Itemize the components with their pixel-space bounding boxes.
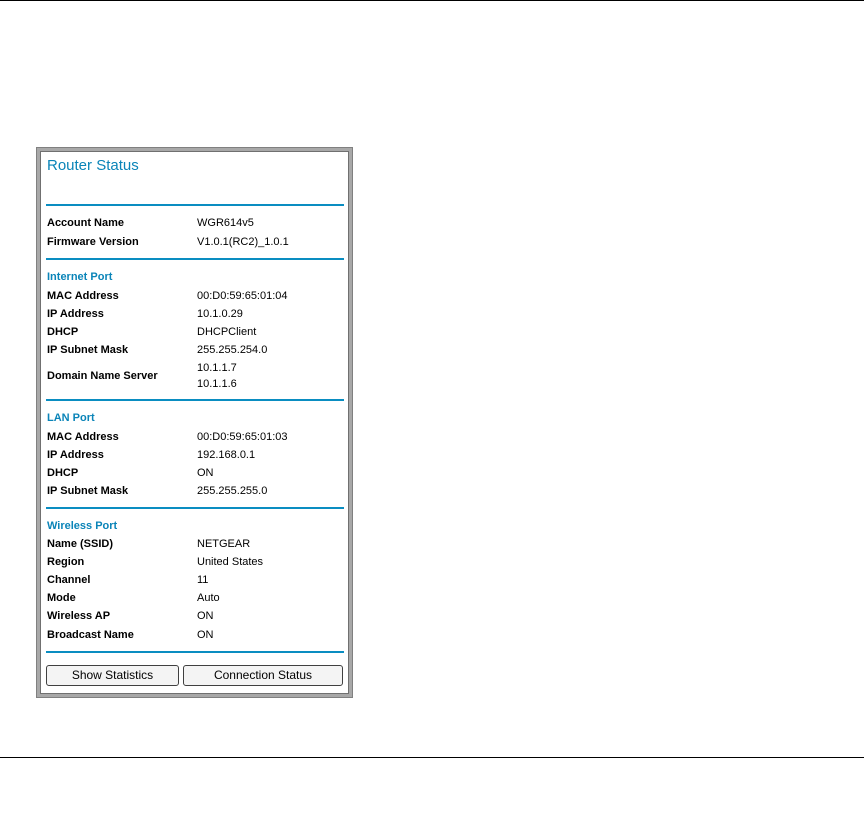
lan-port-heading: LAN Port	[47, 412, 95, 424]
internet-dhcp-value: DHCPClient	[197, 326, 257, 338]
page-title: Router Status	[47, 157, 139, 174]
internet-port-heading: Internet Port	[47, 271, 113, 283]
mode-value: Auto	[197, 592, 220, 604]
divider	[46, 651, 344, 653]
internet-dhcp-label: DHCP	[47, 326, 79, 338]
top-rule	[0, 0, 864, 1]
divider	[46, 507, 344, 509]
dns-label: Domain Name Server	[47, 370, 158, 382]
internet-ip-value: 10.1.0.29	[197, 308, 243, 320]
wireless-port-heading: Wireless Port	[47, 520, 118, 532]
lan-dhcp-label: DHCP	[47, 467, 79, 479]
show-statistics-button[interactable]: Show Statistics	[46, 665, 179, 686]
internet-mac-label: MAC Address	[47, 290, 119, 302]
broadcast-name-value: ON	[197, 629, 214, 641]
lan-ip-label: IP Address	[47, 449, 104, 461]
divider	[46, 258, 344, 260]
lan-subnet-value: 255.255.255.0	[197, 485, 268, 497]
ssid-label: Name (SSID)	[47, 538, 114, 550]
router-status-panel	[40, 151, 349, 694]
dns-value-secondary: 10.1.1.6	[197, 378, 237, 390]
ssid-value: NETGEAR	[197, 538, 251, 550]
internet-subnet-value: 255.255.254.0	[197, 344, 268, 356]
internet-mac-value: 00:D0:59:65:01:04	[197, 290, 288, 302]
lan-ip-value: 192.168.0.1	[197, 449, 256, 461]
broadcast-name-label: Broadcast Name	[47, 629, 134, 641]
region-label: Region	[47, 556, 85, 568]
divider	[46, 399, 344, 401]
lan-mac-label: MAC Address	[47, 431, 119, 443]
bottom-rule	[0, 757, 864, 758]
divider	[46, 204, 344, 206]
channel-label: Channel	[47, 574, 91, 586]
region-value: United States	[197, 556, 264, 568]
connection-status-button[interactable]: Connection Status	[183, 665, 343, 686]
account-name-label: Account Name	[47, 217, 125, 229]
account-name-value: WGR614v5	[197, 217, 254, 229]
router-status-window	[36, 147, 353, 698]
lan-dhcp-value: ON	[197, 467, 214, 479]
dns-value-primary: 10.1.1.7	[197, 362, 237, 374]
lan-mac-value: 00:D0:59:65:01:03	[197, 431, 288, 443]
mode-label: Mode	[47, 592, 76, 604]
internet-subnet-label: IP Subnet Mask	[47, 344, 129, 356]
wireless-ap-value: ON	[197, 610, 214, 622]
lan-subnet-label: IP Subnet Mask	[47, 485, 129, 497]
firmware-version-value: V1.0.1(RC2)_1.0.1	[197, 236, 289, 248]
wireless-ap-label: Wireless AP	[47, 610, 111, 622]
firmware-version-label: Firmware Version	[47, 236, 139, 248]
internet-ip-label: IP Address	[47, 308, 104, 320]
channel-value: 11	[197, 574, 209, 586]
